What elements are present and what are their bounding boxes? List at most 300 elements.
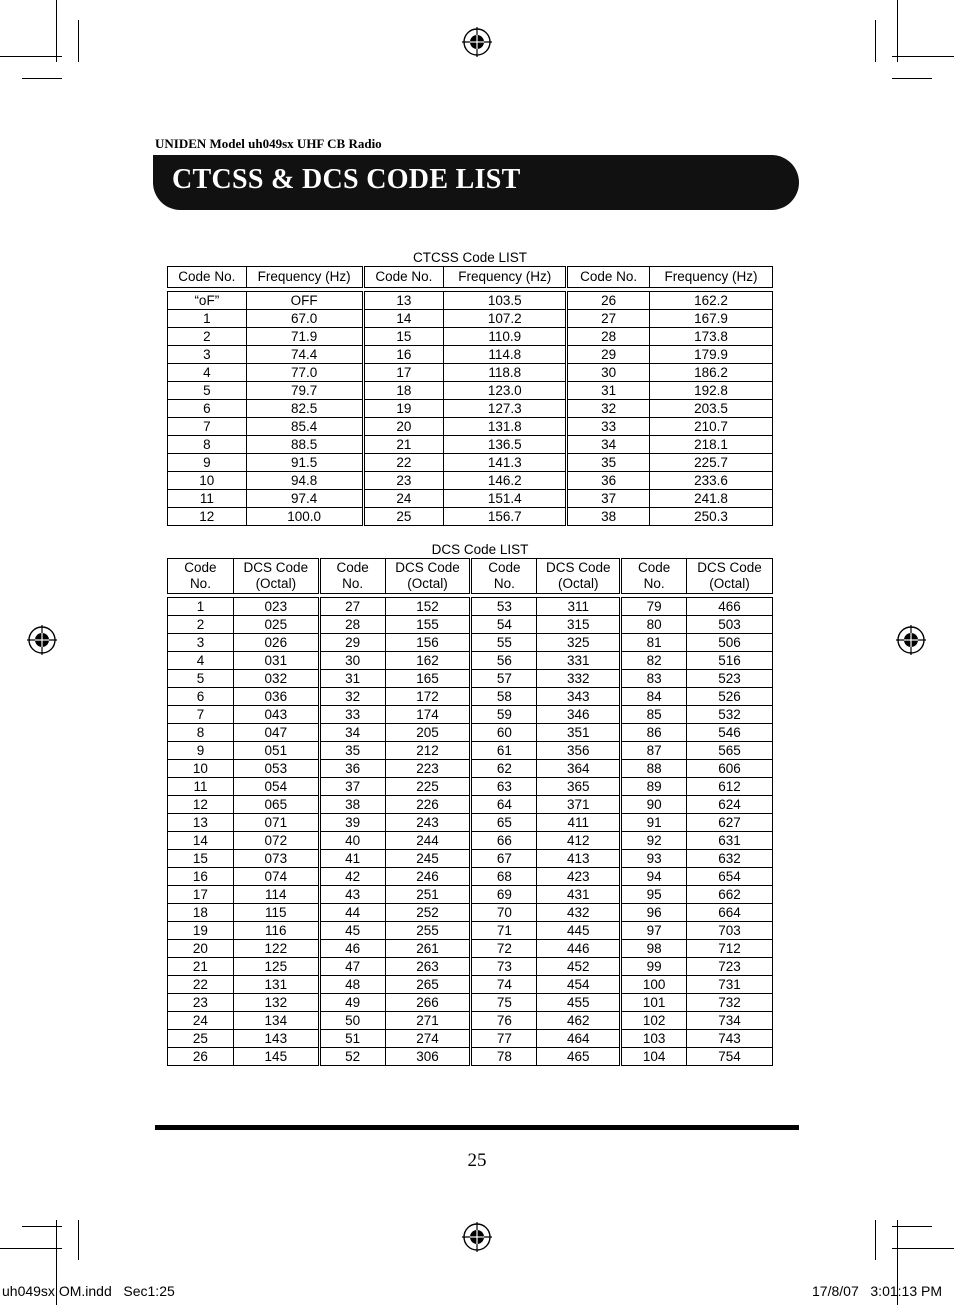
table-cell: 45 — [319, 922, 385, 940]
table-row — [168, 364, 773, 382]
table-cell: 445 — [537, 922, 621, 940]
table-cell: 243 — [385, 814, 471, 832]
table-cell: 523 — [687, 670, 773, 688]
table-cell: 46 — [319, 940, 385, 958]
table-cell: 455 — [537, 994, 621, 1012]
table-cell: 036 — [233, 688, 319, 706]
table-row — [168, 598, 773, 616]
table-cell: 114 — [233, 886, 319, 904]
table-cell: 72 — [471, 940, 537, 958]
table-cell: 83 — [621, 670, 687, 688]
table-cell: 73 — [471, 958, 537, 976]
table-cell: 125 — [233, 958, 319, 976]
table-cell: 101 — [621, 994, 687, 1012]
table-cell: 71 — [471, 922, 537, 940]
column-header-line: No. — [342, 576, 364, 591]
table-cell: 1 — [168, 598, 234, 616]
table-cell: 145 — [233, 1048, 319, 1066]
table-row — [168, 868, 773, 886]
table-cell: 14 — [363, 310, 444, 328]
table-cell: 85 — [621, 706, 687, 724]
table-row — [168, 328, 773, 346]
table-cell: 712 — [687, 940, 773, 958]
column-header — [621, 559, 687, 594]
table-cell: 7 — [168, 706, 234, 724]
table-cell: 325 — [537, 634, 621, 652]
table-cell: 223 — [385, 760, 471, 778]
table-cell: 34 — [567, 436, 650, 454]
table-cell: 315 — [537, 616, 621, 634]
crop-mark — [897, 0, 898, 62]
table-cell: 233.6 — [649, 472, 772, 490]
crop-mark — [0, 1248, 62, 1249]
table-cell: 104 — [621, 1048, 687, 1066]
table-cell: 136.5 — [444, 436, 567, 454]
column-header-line: DCS Code — [697, 560, 762, 575]
table-cell: 546 — [687, 724, 773, 742]
column-header: Frequency (Hz) — [649, 267, 772, 288]
table-cell: 631 — [687, 832, 773, 850]
table-cell: 624 — [687, 796, 773, 814]
table-cell: 2 — [168, 616, 234, 634]
table-row — [168, 454, 773, 472]
table-cell: 33 — [567, 418, 650, 436]
table-cell: 732 — [687, 994, 773, 1012]
table-row — [168, 940, 773, 958]
table-cell: 32 — [319, 688, 385, 706]
file-slug: uh049sx OM.indd Sec1:25 — [2, 1283, 175, 1299]
table-cell: 612 — [687, 778, 773, 796]
table-cell: 29 — [567, 346, 650, 364]
table-row — [168, 634, 773, 652]
table-cell: 503 — [687, 616, 773, 634]
ctcss-header-row — [168, 267, 773, 288]
table-cell: 38 — [319, 796, 385, 814]
table-cell: 043 — [233, 706, 319, 724]
table-cell: 18 — [168, 904, 234, 922]
table-cell: 6 — [168, 688, 234, 706]
table-row — [168, 850, 773, 868]
table-cell: 431 — [537, 886, 621, 904]
table-cell: 412 — [537, 832, 621, 850]
table-cell: 754 — [687, 1048, 773, 1066]
table-cell: 19 — [363, 400, 444, 418]
table-cell: 85.4 — [246, 418, 363, 436]
table-cell: 91 — [621, 814, 687, 832]
table-cell: 12 — [168, 508, 247, 526]
table-cell: 413 — [537, 850, 621, 868]
table-cell: 186.2 — [649, 364, 772, 382]
table-cell: 127.3 — [444, 400, 567, 418]
table-cell: 10 — [168, 760, 234, 778]
crop-mark — [875, 1220, 876, 1260]
table-cell: 51 — [319, 1030, 385, 1048]
table-cell: 118.8 — [444, 364, 567, 382]
table-cell: 43 — [319, 886, 385, 904]
table-cell: 15 — [168, 850, 234, 868]
table-cell: 54 — [471, 616, 537, 634]
table-cell: 10 — [168, 472, 247, 490]
table-cell: 78 — [471, 1048, 537, 1066]
table-row — [168, 292, 773, 310]
table-cell: 225 — [385, 778, 471, 796]
table-cell: 56 — [471, 652, 537, 670]
table-cell: 44 — [319, 904, 385, 922]
table-cell: 250.3 — [649, 508, 772, 526]
table-row — [168, 310, 773, 328]
table-row — [168, 382, 773, 400]
table-cell: 071 — [233, 814, 319, 832]
table-cell: 8 — [168, 724, 234, 742]
table-cell: 023 — [233, 598, 319, 616]
table-cell: 91.5 — [246, 454, 363, 472]
table-cell: 98 — [621, 940, 687, 958]
table-cell: 23 — [168, 994, 234, 1012]
table-cell: 261 — [385, 940, 471, 958]
column-header — [537, 559, 621, 594]
column-header: Code No. — [567, 267, 650, 288]
column-header-line: Code — [638, 560, 671, 575]
table-cell: 5 — [168, 382, 247, 400]
table-cell: 331 — [537, 652, 621, 670]
table-cell: OFF — [246, 292, 363, 310]
table-cell: 47 — [319, 958, 385, 976]
table-cell: 28 — [567, 328, 650, 346]
column-header-line: Code — [184, 560, 217, 575]
footer-rule — [155, 1125, 799, 1130]
table-cell: 114.8 — [444, 346, 567, 364]
table-cell: 122 — [233, 940, 319, 958]
table-row — [168, 886, 773, 904]
column-header-line: (Octal) — [558, 576, 599, 591]
table-cell: 84 — [621, 688, 687, 706]
table-cell: 13 — [168, 814, 234, 832]
table-row — [168, 616, 773, 634]
table-cell: 4 — [168, 652, 234, 670]
page-number: 25 — [467, 1150, 487, 1171]
table-cell: 33 — [319, 706, 385, 724]
table-cell: 36 — [567, 472, 650, 490]
table-cell: 462 — [537, 1012, 621, 1030]
table-row — [168, 742, 773, 760]
table-cell: 074 — [233, 868, 319, 886]
table-cell: 632 — [687, 850, 773, 868]
table-cell: 365 — [537, 778, 621, 796]
table-cell: 3 — [168, 346, 247, 364]
table-cell: 95 — [621, 886, 687, 904]
table-cell: 100 — [621, 976, 687, 994]
table-cell: 59 — [471, 706, 537, 724]
table-cell: 97.4 — [246, 490, 363, 508]
table-cell: 265 — [385, 976, 471, 994]
table-cell: 16 — [363, 346, 444, 364]
table-cell: 102 — [621, 1012, 687, 1030]
table-cell: 516 — [687, 652, 773, 670]
table-cell: 36 — [319, 760, 385, 778]
table-cell: 4 — [168, 364, 247, 382]
column-header — [168, 559, 234, 594]
column-header — [319, 559, 385, 594]
table-row — [168, 508, 773, 526]
table-cell: 703 — [687, 922, 773, 940]
table-cell: 251 — [385, 886, 471, 904]
table-cell: 151.4 — [444, 490, 567, 508]
table-cell: 40 — [319, 832, 385, 850]
table-cell: 155 — [385, 616, 471, 634]
table-cell: 21 — [363, 436, 444, 454]
table-cell: 25 — [168, 1030, 234, 1048]
table-cell: 27 — [567, 310, 650, 328]
table-cell: 81 — [621, 634, 687, 652]
table-cell: 24 — [363, 490, 444, 508]
table-cell: 20 — [363, 418, 444, 436]
date-slug: 17/8/07 3:01:13 PM — [812, 1283, 942, 1299]
table-cell: 61 — [471, 742, 537, 760]
table-cell: 212 — [385, 742, 471, 760]
table-cell: 152 — [385, 598, 471, 616]
table-cell: 80 — [621, 616, 687, 634]
table-cell: 423 — [537, 868, 621, 886]
table-cell: 53 — [471, 598, 537, 616]
column-header-line: Code — [336, 560, 369, 575]
table-cell: 71.9 — [246, 328, 363, 346]
table-cell: 94 — [621, 868, 687, 886]
table-cell: 66 — [471, 832, 537, 850]
table-cell: 93 — [621, 850, 687, 868]
table-cell: 072 — [233, 832, 319, 850]
column-header-line: (Octal) — [407, 576, 448, 591]
table-cell: 210.7 — [649, 418, 772, 436]
table-cell: 19 — [168, 922, 234, 940]
table-row — [168, 688, 773, 706]
ctcss-table — [167, 266, 773, 526]
table-cell: 131 — [233, 976, 319, 994]
column-header-line: (Octal) — [709, 576, 750, 591]
column-header — [385, 559, 471, 594]
table-cell: 025 — [233, 616, 319, 634]
table-cell: 026 — [233, 634, 319, 652]
registration-mark-icon — [462, 27, 492, 57]
dcs-header-row — [168, 559, 773, 594]
table-cell: 87 — [621, 742, 687, 760]
table-cell: 351 — [537, 724, 621, 742]
table-cell: 30 — [567, 364, 650, 382]
table-cell: 97 — [621, 922, 687, 940]
table-row — [168, 796, 773, 814]
page-title: CTCSS & DCS CODE LIST — [172, 164, 521, 195]
table-cell: 31 — [567, 382, 650, 400]
table-cell: 29 — [319, 634, 385, 652]
table-cell: 35 — [319, 742, 385, 760]
crop-mark — [56, 0, 57, 62]
table-row — [168, 652, 773, 670]
table-cell: 664 — [687, 904, 773, 922]
table-cell: 74 — [471, 976, 537, 994]
table-cell: 39 — [319, 814, 385, 832]
crop-mark — [892, 56, 954, 57]
table-cell: 22 — [168, 976, 234, 994]
crop-mark — [875, 20, 876, 62]
table-row — [168, 346, 773, 364]
table-cell: 565 — [687, 742, 773, 760]
table-cell: 65 — [471, 814, 537, 832]
table-cell: 100.0 — [246, 508, 363, 526]
table-cell: 21 — [168, 958, 234, 976]
column-header: Frequency (Hz) — [246, 267, 363, 288]
table-cell: 452 — [537, 958, 621, 976]
table-cell: 42 — [319, 868, 385, 886]
table-row — [168, 436, 773, 454]
registration-mark-icon — [462, 1222, 492, 1252]
table-cell: 131.8 — [444, 418, 567, 436]
registration-mark-icon — [27, 625, 57, 655]
table-cell: 446 — [537, 940, 621, 958]
table-cell: 179.9 — [649, 346, 772, 364]
crop-mark — [78, 20, 79, 62]
table-cell: 174 — [385, 706, 471, 724]
crop-mark — [78, 1220, 79, 1260]
crop-mark — [22, 78, 62, 79]
column-header-line: Code — [488, 560, 521, 575]
table-cell: 17 — [168, 886, 234, 904]
table-cell: 67.0 — [246, 310, 363, 328]
table-row — [168, 670, 773, 688]
table-row — [168, 832, 773, 850]
table-cell: 77 — [471, 1030, 537, 1048]
table-cell: 205 — [385, 724, 471, 742]
table-cell: 172 — [385, 688, 471, 706]
table-cell: 306 — [385, 1048, 471, 1066]
table-cell: 74.4 — [246, 346, 363, 364]
table-cell: 274 — [385, 1030, 471, 1048]
table-cell: 432 — [537, 904, 621, 922]
table-cell: 244 — [385, 832, 471, 850]
table-cell: 90 — [621, 796, 687, 814]
dcs-table — [167, 558, 773, 1066]
table-cell: 116 — [233, 922, 319, 940]
table-cell: 58 — [471, 688, 537, 706]
table-cell: 167.9 — [649, 310, 772, 328]
table-cell: 332 — [537, 670, 621, 688]
table-row — [168, 922, 773, 940]
table-cell: 96 — [621, 904, 687, 922]
table-cell: 9 — [168, 454, 247, 472]
column-header-line: (Octal) — [255, 576, 297, 591]
table-cell: 88.5 — [246, 436, 363, 454]
table-cell: 23 — [363, 472, 444, 490]
table-row — [168, 490, 773, 508]
table-cell: 86 — [621, 724, 687, 742]
dcs-caption: DCS Code LIST — [431, 542, 529, 557]
table-row — [168, 814, 773, 832]
column-header-line: DCS Code — [546, 560, 611, 575]
table-cell: 218.1 — [649, 436, 772, 454]
table-cell: 76 — [471, 1012, 537, 1030]
table-cell: 246 — [385, 868, 471, 886]
table-cell: 14 — [168, 832, 234, 850]
table-cell: 734 — [687, 1012, 773, 1030]
column-header-line: No. — [493, 576, 515, 591]
table-cell: 245 — [385, 850, 471, 868]
table-cell: 57 — [471, 670, 537, 688]
table-row — [168, 1030, 773, 1048]
table-cell: 16 — [168, 868, 234, 886]
ctcss-caption: CTCSS Code LIST — [412, 250, 528, 265]
table-cell: 107.2 — [444, 310, 567, 328]
table-row — [168, 724, 773, 742]
table-cell: 141.3 — [444, 454, 567, 472]
table-cell: 146.2 — [444, 472, 567, 490]
table-cell: 55 — [471, 634, 537, 652]
table-cell: 731 — [687, 976, 773, 994]
table-cell: 263 — [385, 958, 471, 976]
table-row — [168, 994, 773, 1012]
table-cell: 60 — [471, 724, 537, 742]
table-cell: 38 — [567, 508, 650, 526]
table-cell: 226 — [385, 796, 471, 814]
table-cell: 26 — [168, 1048, 234, 1066]
table-cell: 156.7 — [444, 508, 567, 526]
table-cell: 203.5 — [649, 400, 772, 418]
column-header-line: No. — [189, 576, 211, 591]
table-cell: 49 — [319, 994, 385, 1012]
table-cell: 37 — [319, 778, 385, 796]
table-cell: 94.8 — [246, 472, 363, 490]
table-cell: 6 — [168, 400, 247, 418]
table-cell: 68 — [471, 868, 537, 886]
table-row — [168, 472, 773, 490]
table-row — [168, 418, 773, 436]
column-header — [687, 559, 773, 594]
table-row — [168, 1012, 773, 1030]
table-cell: 723 — [687, 958, 773, 976]
table-cell: 50 — [319, 1012, 385, 1030]
table-cell: 8 — [168, 436, 247, 454]
table-cell: 27 — [319, 598, 385, 616]
table-cell: 13 — [363, 292, 444, 310]
table-cell: 506 — [687, 634, 773, 652]
table-cell: 26 — [567, 292, 650, 310]
table-cell: 75 — [471, 994, 537, 1012]
table-cell: 454 — [537, 976, 621, 994]
table-cell: 92 — [621, 832, 687, 850]
column-header — [471, 559, 537, 594]
table-cell: 464 — [537, 1030, 621, 1048]
table-cell: 466 — [687, 598, 773, 616]
model-line: UNIDEN Model uh049sx UHF CB Radio — [155, 136, 382, 151]
column-header — [233, 559, 319, 594]
table-cell: 18 — [363, 382, 444, 400]
table-cell: 12 — [168, 796, 234, 814]
table-cell: 053 — [233, 760, 319, 778]
table-cell: 34 — [319, 724, 385, 742]
table-cell: 411 — [537, 814, 621, 832]
table-row — [168, 958, 773, 976]
table-cell: 266 — [385, 994, 471, 1012]
table-cell: 255 — [385, 922, 471, 940]
table-row — [168, 976, 773, 994]
table-cell: 70 — [471, 904, 537, 922]
registration-mark-icon — [896, 625, 926, 655]
table-cell: 79.7 — [246, 382, 363, 400]
table-cell: 11 — [168, 778, 234, 796]
table-cell: 311 — [537, 598, 621, 616]
table-cell: 35 — [567, 454, 650, 472]
table-row — [168, 1048, 773, 1066]
table-cell: 252 — [385, 904, 471, 922]
table-row — [168, 400, 773, 418]
table-cell: 2 — [168, 328, 247, 346]
